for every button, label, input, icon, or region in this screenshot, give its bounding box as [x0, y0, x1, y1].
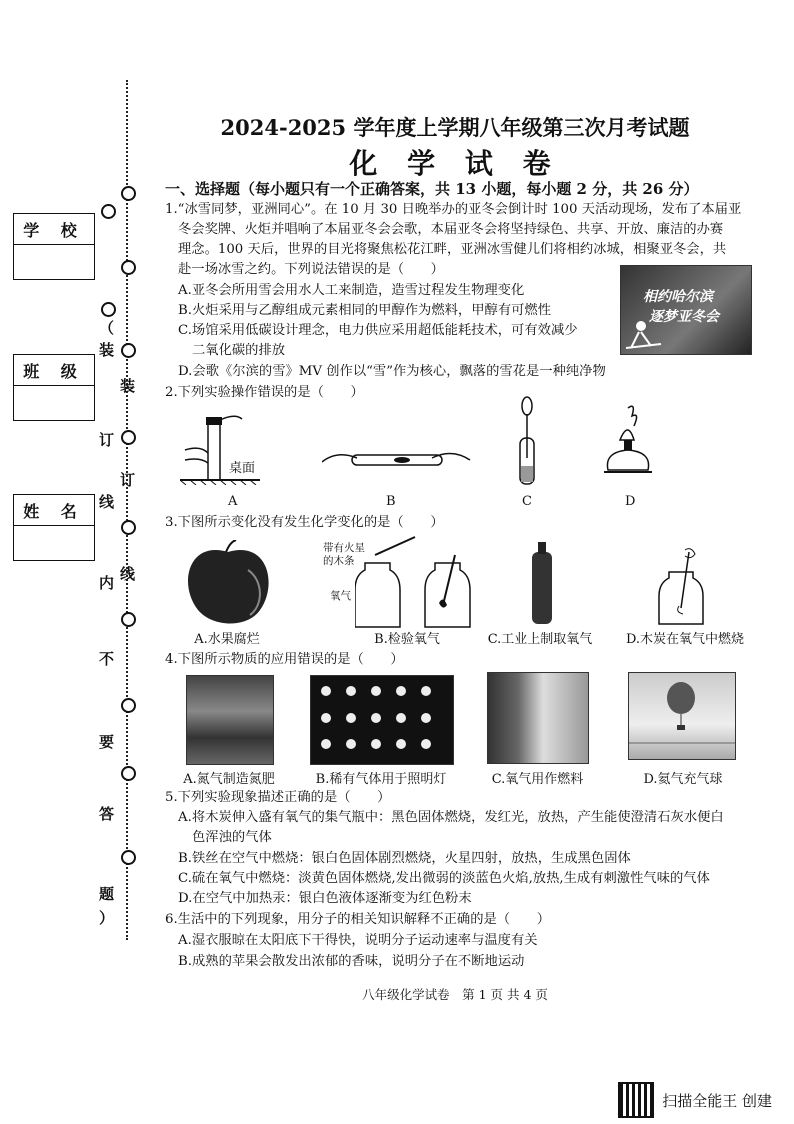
name-label: 姓 名	[14, 495, 94, 526]
helium-balloon-photo	[628, 672, 736, 760]
q5-option-d: D.在空气中加热汞：银白色液体逐渐变为红色粉末	[178, 891, 472, 906]
binding-char: 装	[99, 341, 115, 359]
q3-note: 带有火星	[323, 542, 365, 554]
q3-caption-d: D.木炭在氧气中燃烧	[625, 632, 745, 647]
binding-char: ）	[99, 909, 115, 927]
name-field[interactable]	[14, 526, 94, 560]
q2-label-b: B	[386, 494, 396, 509]
q5-option-a: A.将木炭伸入盛有氧气的集气瓶中：黑色固体燃烧，发红光，放热，产生能使澄清石灰水便白	[178, 810, 724, 825]
binding-hole	[121, 430, 136, 445]
binding-char: 订	[120, 471, 136, 489]
exam-title: 2024-2025 学年度上学期八年级第三次月考试题	[220, 115, 690, 140]
q6-option-b: B.成熟的苹果会散发出浓郁的香味，说明分子在不断地运动	[178, 954, 525, 969]
gas-cylinder-image	[528, 540, 556, 625]
neon-lights-photo	[310, 675, 454, 765]
binding-char: 要	[99, 733, 115, 751]
q3-caption-b: B.检验氧气	[374, 632, 440, 647]
q1-line: 赴一场冰雪之约。下列说法错误的是（ ）	[178, 262, 444, 277]
binding-char: 不	[99, 650, 115, 668]
q5-option-c: C.硫在氧气中燃烧：淡黄色固体燃烧,发出微弱的淡蓝色火焰,放热,生成有刺激性气味的气体	[178, 871, 710, 886]
school-field[interactable]	[14, 245, 94, 279]
q6-option-a: A.湿衣服晾在太阳底下干得快，说明分子运动速率与温度有关	[178, 933, 538, 948]
q1-line: 1.“冰雪同梦，亚洲同心”。在 10 月 30 日晚举办的亚冬会倒计时 100 天活动现场，发布了本届亚	[165, 202, 742, 217]
q1-option-a: A.亚冬会所用雪会用水人工来制造，造雪过程发生物理变化	[178, 283, 525, 298]
q4-caption-a: A.氮气制造氮肥	[183, 772, 275, 787]
binding-char: 装	[120, 377, 136, 395]
binding-hole	[101, 302, 116, 317]
school-label: 学 校	[14, 214, 94, 245]
q4-caption-c: C.氧气用作燃料	[491, 772, 584, 787]
q1-option-c-cont: 二氧化碳的排放	[192, 343, 286, 358]
skier-illustration	[621, 266, 751, 354]
scanner-watermark	[618, 1082, 772, 1118]
exam-subtitle: 化 学 试 卷	[349, 147, 561, 180]
diagram-a-test-tube-on-desk	[180, 405, 270, 485]
diagram-c-dropper	[512, 396, 542, 488]
q3-caption-a: A.水果腐烂	[194, 632, 260, 647]
q4-caption-d: D.氦气充气球	[643, 772, 723, 787]
charcoal-burning-diagram	[655, 548, 715, 626]
q4-stem: 4.下图所示物质的应用错误的是（ ）	[165, 652, 404, 667]
q1-option-b: B.火炬采用与乙醇组成元素相同的甲醇作为燃料，甲醇有可燃性	[178, 303, 552, 318]
poster-text: 相约哈尔滨	[643, 289, 713, 305]
poster-text: 逐梦亚冬会	[649, 309, 719, 325]
binding-hole	[121, 698, 136, 713]
q5-stem: 5.下列实验现象描述正确的是（ ）	[165, 790, 391, 805]
binding-char: 线	[120, 565, 136, 583]
binding-char: 内	[99, 574, 115, 592]
q6-stem: 6.生活中的下列现象，用分子的相关知识解释不正确的是（ ）	[165, 912, 550, 927]
binding-char: 订	[99, 431, 115, 449]
rocket-launch-photo	[487, 672, 589, 764]
binding-hole	[121, 766, 136, 781]
q3-oxygen-label: 氧气	[330, 590, 351, 602]
q3-caption-c: C.工业上制取氧气	[487, 632, 593, 647]
binding-hole	[121, 343, 136, 358]
diagram-d-alcohol-lamp	[600, 400, 655, 485]
asian-winter-games-poster	[620, 265, 752, 355]
class-field[interactable]	[14, 386, 94, 420]
q2-label-a: A	[228, 494, 238, 509]
q2-label-d: D	[625, 494, 636, 509]
binding-char: 线	[99, 493, 115, 511]
page-footer: 八年级化学试卷 第 1 页 共 4 页	[362, 987, 548, 1002]
binding-char: 题	[99, 885, 115, 903]
binding-hole	[101, 204, 116, 219]
watermark-text: 扫描全能王 创建	[662, 1091, 772, 1110]
binding-char: 答	[99, 805, 115, 823]
binding-hole	[121, 850, 136, 865]
q1-line: 冬会奖牌、火炬并唱响了本届亚冬会会歌，本届亚冬会将坚持绿色、共享、开放、廉洁的办赛	[178, 222, 724, 237]
binding-hole	[121, 520, 136, 535]
rotten-fruit-image	[178, 540, 278, 625]
class-label: 班 级	[14, 355, 94, 386]
diagram-b-test-tube-horizontal	[322, 440, 472, 480]
oxygen-test-diagram	[355, 535, 475, 630]
binding-dashed-line	[126, 80, 128, 940]
binding-hole	[121, 260, 136, 275]
nitrogen-fertilizer-factory-photo	[186, 675, 274, 765]
class-box	[13, 354, 95, 421]
section-heading: 一、选择题（每小题只有一个正确答案，共 13 小题，每小题 2 分，共 26 分）	[165, 180, 699, 198]
q1-option-c: C.场馆采用低碳设计理念，电力供应采用超低能耗技术，可有效减少	[178, 323, 578, 338]
q5-option-a-cont: 色浑浊的气体	[192, 830, 272, 845]
q4-caption-b: B.稀有气体用于照明灯	[315, 772, 447, 787]
binding-hole	[121, 186, 136, 201]
q3-note: 的木条	[323, 555, 355, 567]
q2-label-c: C	[522, 494, 532, 509]
desk-label: 桌面	[229, 461, 256, 476]
binding-char: （	[99, 319, 115, 337]
q1-line: 理念。100 天后，世界的目光将聚焦松花江畔，亚洲冰雪健儿们将相约冰城，相聚亚冬会，共	[178, 242, 727, 257]
q3-stem: 3.下图所示变化没有发生化学变化的是（ ）	[165, 515, 444, 530]
lamp-row	[311, 676, 453, 764]
q2-stem: 2.下列实验操作错误的是（ ）	[165, 385, 364, 400]
qr-code-icon	[618, 1082, 654, 1118]
q5-option-b: B.铁丝在空气中燃烧：银白色固体剧烈燃烧，火星四射，放热，生成黑色固体	[178, 851, 631, 866]
school-box	[13, 213, 95, 280]
balloon-shape	[629, 673, 735, 759]
binding-hole	[121, 612, 136, 627]
name-box	[13, 494, 95, 561]
q1-option-d: D.会歌《尔滨的雪》MV 创作以“雪”作为核心，飘落的雪花是一种纯净物	[178, 364, 606, 379]
